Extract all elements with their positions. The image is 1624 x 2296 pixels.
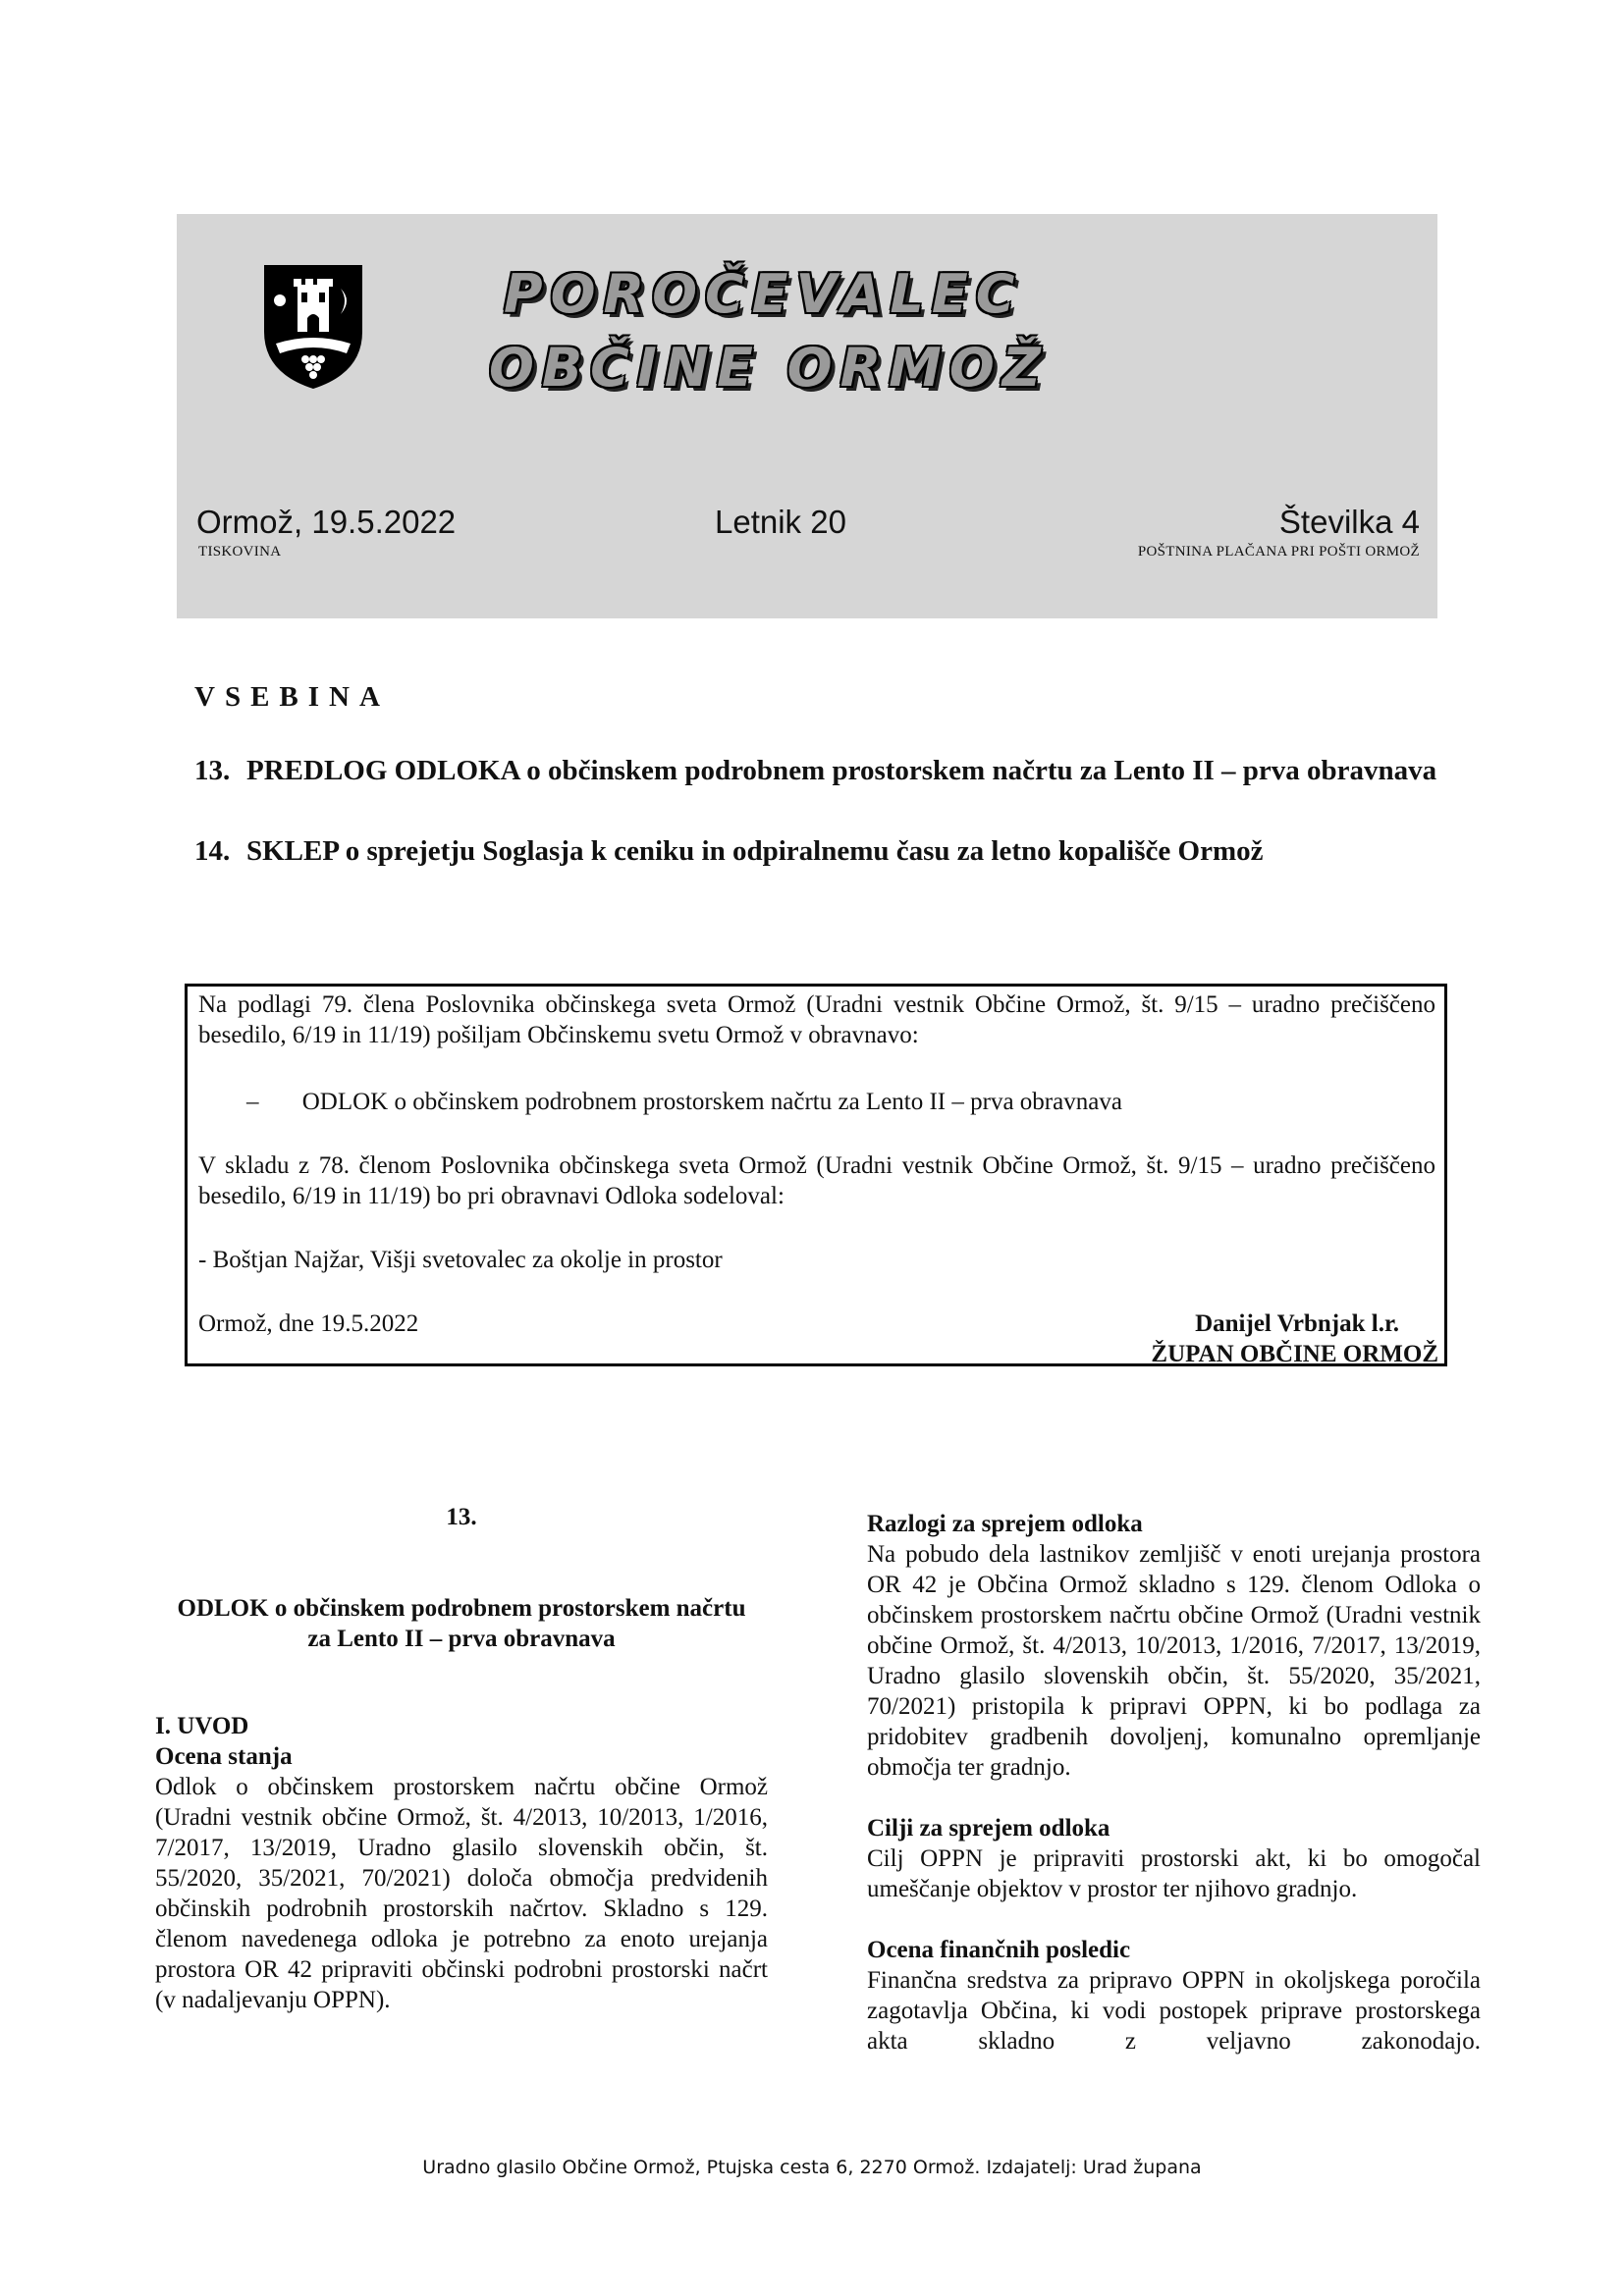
subsection-heading: Cilji za sprejem odloka [867,1815,1110,1842]
print-type: TISKOVINA [198,544,282,560]
issue-number: Številka 4 [1278,504,1420,540]
coat-of-arms-icon [262,263,364,391]
subsection-heading: Razlogi za sprejem odloka [867,1511,1143,1537]
bullet-dash: – [246,1089,259,1115]
article-number: 13. [446,1504,477,1530]
article-right-column [867,1509,1481,2056]
subsection-text: Finančna sredstva za pripravo OPPN in okoljskega poročila zagotavlja Občina, ki vodi postopek priprave prostorskega akta skladno z veljavno zakonodajo. [867,1967,1481,2055]
contents-item-text: PREDLOG ODLOKA o občinskem podrobnem prostorskem načrtu za Lento II – prva obravnava [246,755,1437,786]
notice-date: Ormož, dne 19.5.2022 [198,1310,419,1337]
page-footer: Uradno glasilo Občine Ormož, Ptujska cesta 6, 2270 Ormož. Izdajatelj: Urad župana [422,2157,1202,2178]
notice-paragraph: Na podlagi 79. člena Poslovnika občinskega sveta Ormož (Uradni vestnik Občine Ormož, št. 9/15 – uradno prečiščeno besedilo, 6/19 in 11/19) pošiljam Občinskemu svetu Ormož v obravnavo: [198,991,1435,1048]
subsection-text: Odlok o občinskem prostorskem načrtu občine Ormož (Uradni vestnik občine Ormož, št. 4/2013, 10/2013, 1/2016, 7/2017, 13/2019, Uradno glasilo slovenskih občin, št. 55/2020, 35/2021, 70/2021) določa območja predvidenih občinskih podrobnih prostorskih načrtov. Skladno s 129. členom navedenega odloka je potrebno za enoto urejanja prostora OR 42 pripraviti občinski podrobni prostorski načrt (v nadaljevanju OPPN). [155,1774,768,2013]
contents-item [194,834,1451,869]
section-heading: I. UVOD [155,1713,249,1739]
place-date: Ormož, 19.5.2022 [196,504,457,540]
signature-block [1151,1308,1438,1369]
masthead-title-line1: POROČEVALEC [504,263,1023,325]
subsection-text: Cilj OPPN je pripraviti prostorski akt, ki bo omogočal umeščanje objektov v prostor ter njihovo gradnjo. [867,1845,1481,1902]
article-title: ODLOK o občinskem podrobnem prostorskem načrtu za Lento II – prva obravnava [177,1595,746,1652]
contents-item-number: 14. [194,835,231,867]
postage-note: POŠTNINA PLAČANA PRI POŠTI ORMOŽ [1137,544,1420,560]
notice-participant: - Boštjan Najžar, Višji svetovalec za okolje in prostor [198,1247,723,1273]
signer-name: Danijel Vrbnjak l.r. [1195,1310,1399,1337]
masthead-title-line2: OBČINE ORMOŽ [489,337,1049,399]
contents-item-number: 13. [194,755,231,786]
subsection-text: Na pobudo dela lastnikov zemljišč v enoti urejanja prostora OR 42 je Občina Ormož skladno s 129. členom Odloka o občinskem prostorskem načrtu občine Ormož (Uradni vestnik občine Ormož, št. 4/2013, 10/2013, 1/2016, 7/2017, 13/2019, Uradno glasilo slovenskih občin, št. 55/2020, 35/2021, 70/2021) pristopila k pripravi OPPN, ki bo podlaga za pridobitev gradbenih dovoljenj, komunalno opremljanje območja ter gradnjo. [867,1541,1481,1781]
volume: Letnik 20 [715,504,846,540]
article-left-column [155,1502,768,2015]
subsection-heading: Ocena finančnih posledic [867,1937,1131,1963]
contents-item-text: SKLEP o sprejetju Soglasja k ceniku in odpiralnemu času za letno kopališče Ormož [246,835,1264,867]
notice-bullet-item [246,1087,1425,1117]
signer-title: ŽUPAN OBČINE ORMOŽ [1151,1341,1438,1367]
contents-heading: VSEBINA [194,681,390,713]
contents-item [194,754,1451,788]
notice-bullet-text: ODLOK o občinskem podrobnem prostorskem načrtu za Lento II – prva obravnava [301,1089,1122,1115]
notice-paragraph: V skladu z 78. členom Poslovnika občinskega sveta Ormož (Uradni vestnik Občine Ormož, št. 9/15 – uradno prečiščeno besedilo, 6/19 in 11/19) bo pri obravnavi Odloka sodeloval: [198,1152,1435,1209]
subsection-heading: Ocena stanja [155,1743,293,1770]
masthead [177,214,1437,618]
notice-box [185,984,1447,1366]
